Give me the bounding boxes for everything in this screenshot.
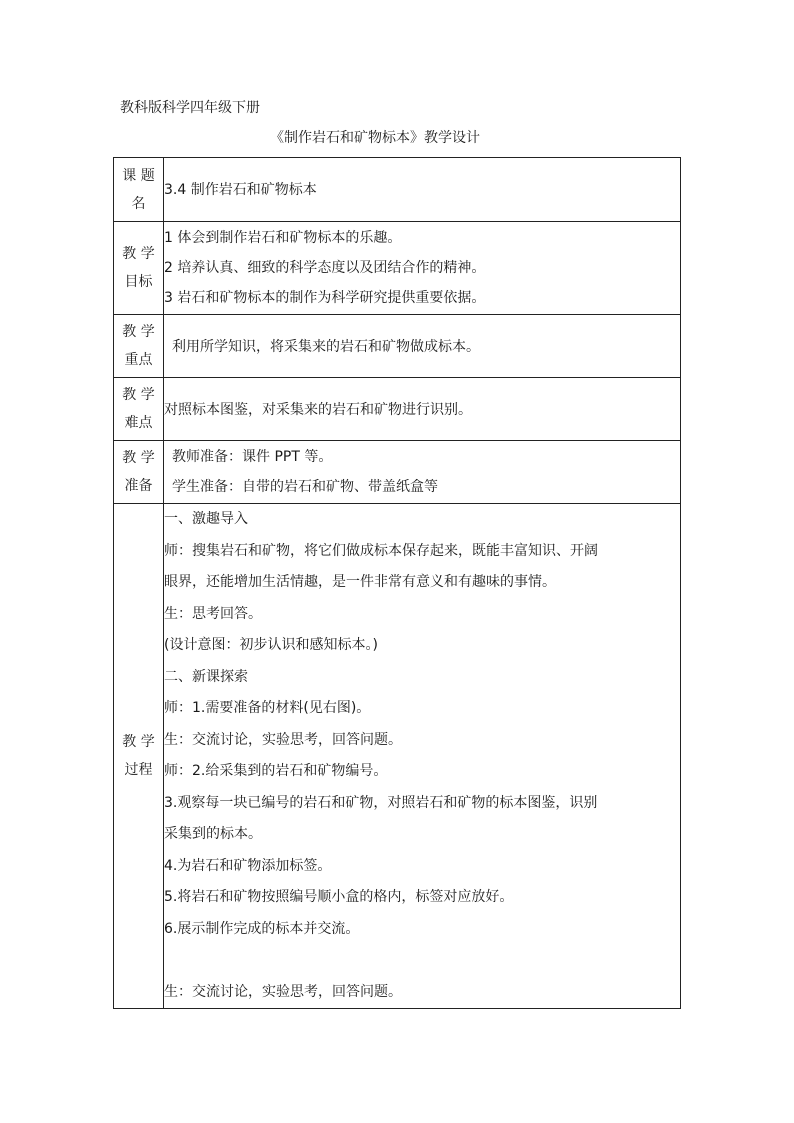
- process-line: 4.为岩石和矿物添加标签。: [164, 857, 332, 874]
- content-key-point: 利用所学知识，将采集来的岩石和矿物做成标本。: [164, 315, 681, 378]
- content-process: [164, 504, 681, 1009]
- table-row-key-point: [114, 315, 681, 378]
- preparation-line: 教师准备：课件 PPT 等。: [172, 449, 333, 465]
- process-line: 一、激趣导入: [164, 511, 248, 527]
- document-series: 教科版科学四年级下册: [120, 100, 260, 116]
- process-line: 师：2.给采集到的岩石和矿物编号。: [164, 763, 388, 779]
- content-difficulty: 对照标本图鉴，对采集来的岩石和矿物进行识别。: [164, 378, 681, 441]
- table-row-preparation: [114, 441, 681, 504]
- content-preparation: [164, 441, 681, 504]
- process-line: 6.展示制作完成的标本并交流。: [164, 920, 360, 937]
- process-line: 师：1.需要准备的材料(见右图)。: [164, 700, 371, 716]
- process-line: 3.观察每一块已编号的岩石和矿物，对照岩石和矿物的标本图鉴，识别: [164, 794, 598, 811]
- process-line-blank: [164, 945, 680, 977]
- content-topic: 3.4 制作岩石和矿物标本: [164, 158, 681, 222]
- goal-line: 2 培养认真、细致的科学态度以及团结合作的精神。: [164, 260, 486, 276]
- label-key-point: 教 学 重点: [114, 315, 164, 378]
- table-row-topic: [114, 158, 681, 222]
- process-line: 采集到的标本。: [164, 826, 262, 842]
- process-line: 师：搜集岩石和矿物，将它们做成标本保存起来，既能丰富知识、开阔: [164, 542, 598, 559]
- process-line: 生：交流讨论，实验思考，回答问题。: [164, 731, 402, 748]
- process-line: (设计意图：初步认识和感知标本。): [164, 637, 378, 653]
- label-goals: 教 学 目标: [114, 222, 164, 315]
- preparation-line: 学生准备：自带的岩石和矿物、带盖纸盒等: [172, 479, 438, 495]
- process-line: 生：思考回答。: [164, 605, 262, 622]
- process-line: 眼界，还能增加生活情趣，是一件非常有意义和有趣味的事情。: [164, 574, 556, 590]
- content-goals: [164, 222, 681, 315]
- process-line: 二、新课探索: [164, 668, 248, 685]
- label-process: 教 学 过程: [114, 504, 164, 1009]
- goal-line: 3 岩石和矿物标本的制作为科学研究提供重要依据。: [164, 290, 486, 306]
- table-row-goals: [114, 222, 681, 315]
- goal-line: 1 体会到制作岩石和矿物标本的乐趣。: [164, 230, 402, 246]
- process-line: 5.将岩石和矿物按照编号顺小盒的格内，标签对应放好。: [164, 889, 514, 905]
- document-title: 《制作岩石和矿物标本》教学设计: [270, 130, 480, 146]
- process-line: 生：交流讨论，实验思考，回答问题。: [164, 983, 402, 1000]
- lesson-plan-table: [113, 157, 681, 1009]
- table-row-difficulty: [114, 378, 681, 441]
- label-topic: 课 题 名: [114, 158, 164, 222]
- label-preparation: 教 学 准备: [114, 441, 164, 504]
- table-row-process: [114, 504, 681, 1009]
- label-difficulty: 教 学 难点: [114, 378, 164, 441]
